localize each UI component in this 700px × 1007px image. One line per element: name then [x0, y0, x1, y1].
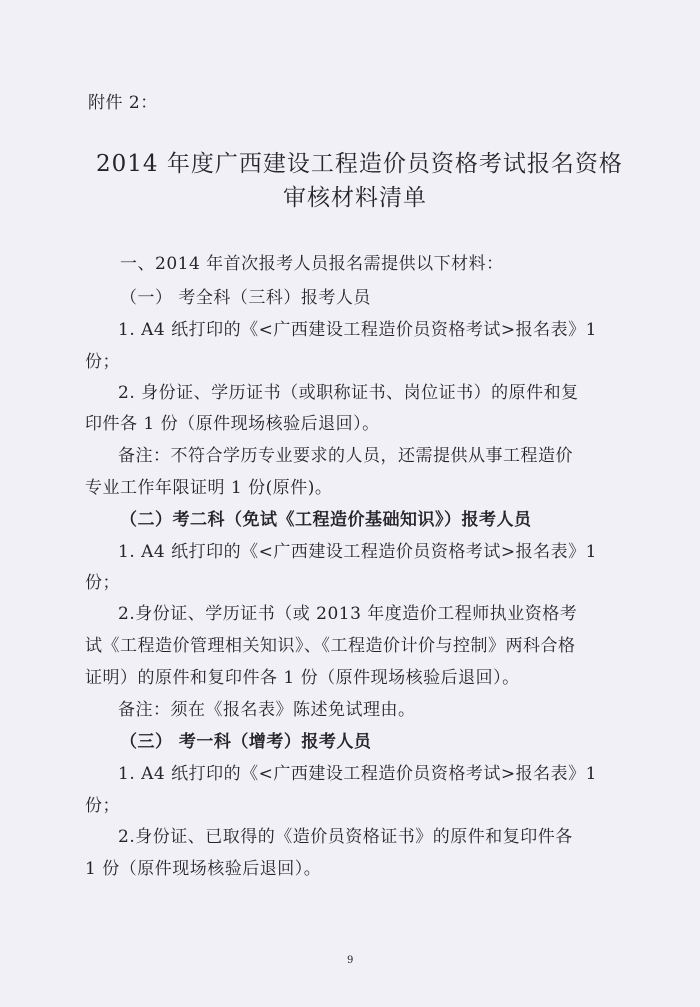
sub2-item2-line2: 试《工程造价管理相关知识》、《工程造价计价与控制》两科合格 [85, 636, 576, 656]
subsection-1-heading: （一） 考全科（三科）报考人员 [120, 288, 371, 308]
sub1-item2-line1: 2. 身份证、学历证书（或职称证书、岗位证书）的原件和复 [118, 383, 579, 403]
section-1-heading: 一、2014 年首次报考人员报名需提供以下材料： [120, 254, 504, 274]
sub2-item1-line1: 1. A4 纸打印的《<广西建设工程造价员资格考试>报名表》1 [118, 542, 597, 562]
sub2-item2-line1: 2.身份证、学历证书（或 2013 年度造价工程师执业资格考 [118, 604, 578, 624]
sub2-item2-line3: 证明）的原件和复印件各 1 份（原件现场核验后退回）。 [85, 668, 520, 688]
sub3-item1-line2: 份； [85, 796, 120, 816]
sub1-note-line2: 专业工作年限证明 1 份(原件)。 [85, 478, 333, 498]
sub3-item1-line1: 1. A4 纸打印的《<广西建设工程造价员资格考试>报名表》1 [118, 764, 597, 784]
sub2-note: 备注：须在《报名表》陈述免试理由。 [118, 700, 416, 720]
subsection-3-heading: （三） 考一科（增考）报考人员 [120, 732, 372, 752]
sub3-item2-line1: 2.身份证、已取得的《造价员资格证书》的原件和复印件各 [118, 827, 573, 847]
title-line-1: 2014 年度广西建设工程造价员资格考试报名资格 [96, 151, 623, 177]
sub3-item2-line2: 1 份（原件现场核验后退回）。 [85, 859, 322, 879]
subsection-2-heading: （二）考二科（免试《工程造价基础知识》）报考人员 [120, 510, 532, 530]
sub1-item2-line2: 印件各 1 份（原件现场核验后退回）。 [85, 414, 380, 434]
title-line-2: 审核材料清单 [283, 185, 427, 211]
sub1-item1-line2: 份； [85, 352, 120, 372]
sub2-item1-line2: 份； [85, 573, 120, 593]
attachment-label: 附件 2： [88, 93, 158, 113]
sub1-item1-line1: 1. A4 纸打印的《<广西建设工程造价员资格考试>报名表》1 [118, 320, 597, 340]
sub1-note-line1: 备注：不符合学历专业要求的人员，还需提供从事工程造价 [118, 446, 573, 466]
page-number: 9 [347, 955, 354, 966]
